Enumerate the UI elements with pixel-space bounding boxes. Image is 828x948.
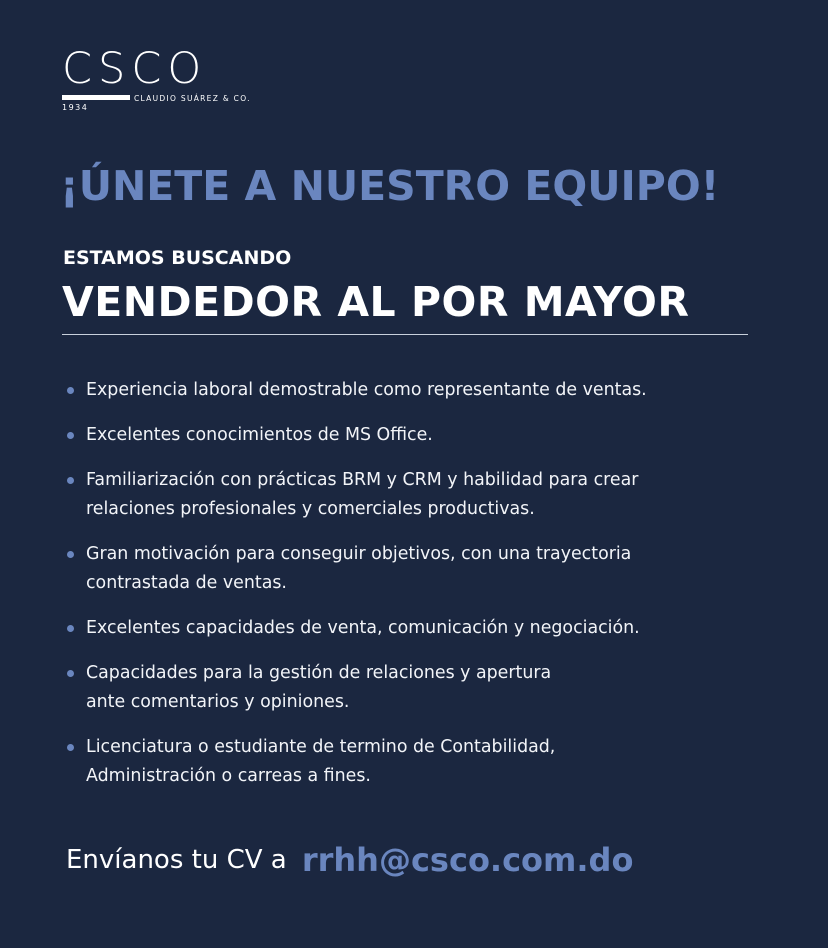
requirement-text: Excelentes conocimientos de MS Office.: [86, 425, 433, 445]
requirements-list: [66, 376, 766, 807]
kicker-text: ESTAMOS BUSCANDO: [63, 247, 292, 269]
requirement-text: Gran motivación para conseguir objetivos, con una trayectoria: [86, 544, 632, 564]
requirement-text: Administración o carreas a fines.: [86, 766, 371, 786]
call-to-action: [66, 838, 633, 882]
requirement-item: [66, 614, 766, 643]
requirement-text: Experiencia laboral demostrable como representante de ventas.: [86, 380, 647, 400]
logo-wordmark: CSCO: [62, 44, 208, 94]
email-link[interactable]: rrhh@csco.com.do: [301, 841, 634, 879]
requirement-text: ante comentarios y opiniones.: [86, 692, 350, 712]
requirement-item: [66, 421, 766, 450]
requirement-item: [66, 376, 766, 405]
bullet-icon: [67, 387, 74, 394]
logo-underline-bar: [62, 95, 130, 100]
logo-tagline: CLAUDIO SUÁREZ & CO.: [134, 94, 251, 103]
bullet-icon: [67, 551, 74, 558]
requirement-text: Licenciatura o estudiante de termino de Contabilidad,: [86, 737, 556, 757]
requirement-text: contrastada de ventas.: [86, 573, 287, 593]
requirement-item: [66, 733, 766, 791]
requirement-item: [66, 466, 766, 524]
bullet-icon: [67, 670, 74, 677]
logo-year: 1934: [62, 103, 89, 112]
requirement-item: [66, 540, 766, 598]
divider-line: [62, 334, 748, 335]
requirement-text: Familiarización con prácticas BRM y CRM y habilidad para crear: [86, 470, 639, 490]
requirement-text: Excelentes capacidades de venta, comunicación y negociación.: [86, 618, 640, 638]
requirement-text: Capacidades para la gestión de relaciones y apertura: [86, 663, 552, 683]
cta-label: Envíanos tu CV a: [66, 845, 287, 875]
headline: ¡ÚNETE A NUESTRO EQUIPO!: [60, 162, 720, 210]
requirement-item: [66, 659, 766, 717]
company-logo: [62, 46, 292, 116]
bullet-icon: [67, 477, 74, 484]
job-title: VENDEDOR AL POR MAYOR: [62, 278, 690, 326]
bullet-icon: [67, 432, 74, 439]
bullet-icon: [67, 744, 74, 751]
bullet-icon: [67, 625, 74, 632]
requirement-text: relaciones profesionales y comerciales productivas.: [86, 499, 535, 519]
